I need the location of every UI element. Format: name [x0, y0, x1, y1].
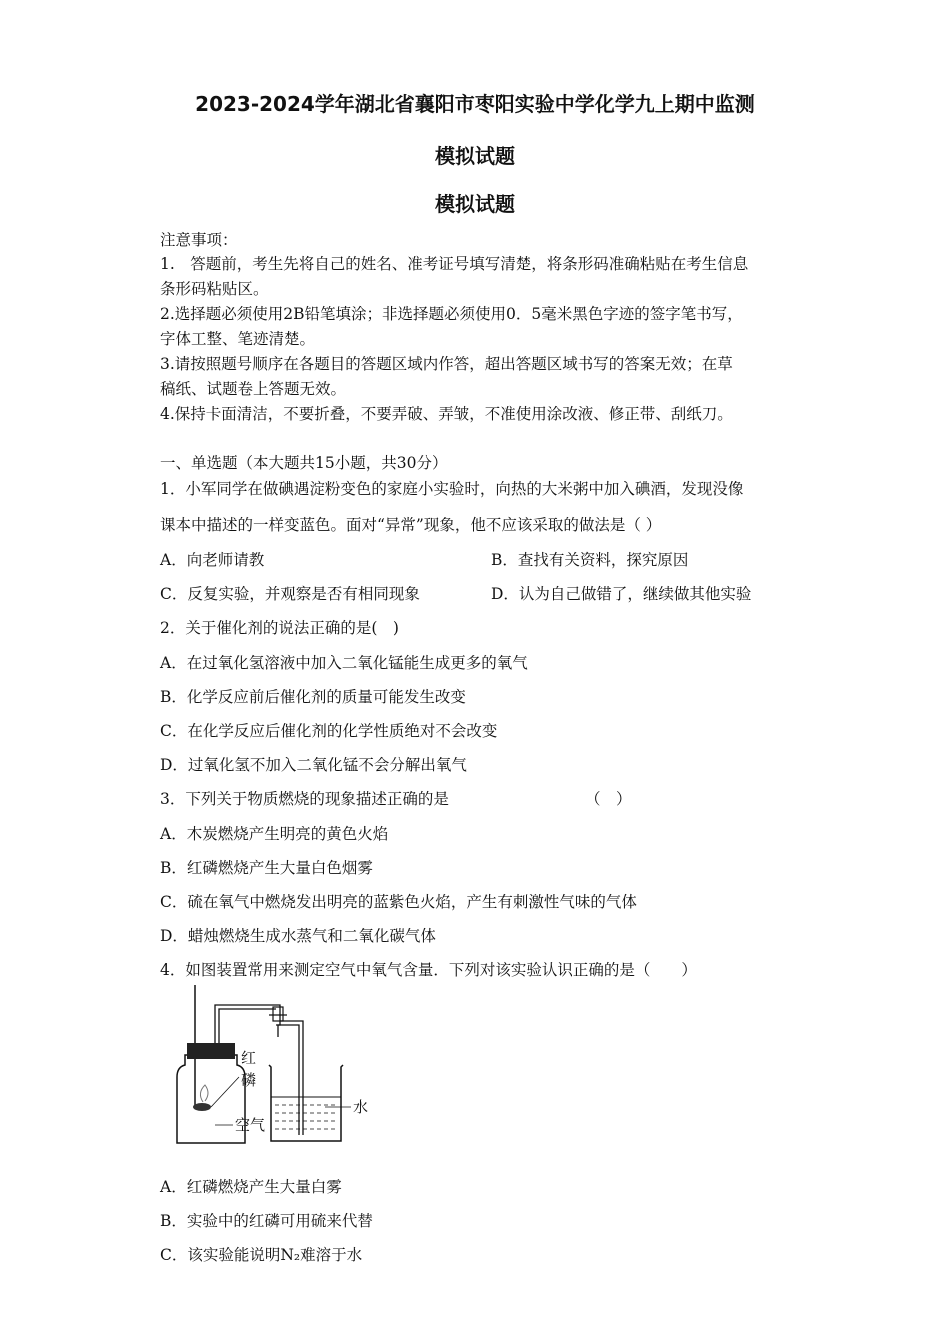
figure-label-phosphorus-2: 磷: [241, 1071, 257, 1089]
question-2-option-c: C．在化学反应后催化剂的化学性质绝对不会改变: [160, 722, 498, 740]
question-1-option-b: B．查找有关资料，探究原因: [491, 551, 689, 569]
notice-item: 3.请按照题号顺序在各题目的答题区域内作答，超出答题区域书写的答案无效；在草: [160, 355, 733, 373]
connecting-tube: [215, 1005, 280, 1043]
notice-item: 2.选择题必须使用2B铅笔填涂；非选择题必须使用0．5毫米黑色字迹的签字笔书写，: [160, 305, 743, 323]
question-3-option-a: A．木炭燃烧产生明亮的黄色火焰: [160, 825, 389, 843]
doc-title-line2: 模拟试题: [435, 144, 515, 168]
rubber-stopper: [187, 1043, 235, 1059]
oxygen-measurement-apparatus-figure: [155, 985, 385, 1150]
question-1-option-a: A．向老师请教: [160, 551, 265, 569]
question-4-option-c: C．该实验能说明N₂难溶于水: [160, 1246, 363, 1264]
combustion-spoon: [193, 1103, 211, 1111]
question-2-stem: 2．关于催化剂的说法正确的是( ): [160, 619, 399, 637]
beaker: [269, 1065, 343, 1141]
figure-label-air: 空气: [235, 1116, 266, 1134]
question-1-stem: 1．小军同学在做碘遇淀粉变色的家庭小实验时，向热的大米粥中加入碘酒，发现没像: [160, 480, 744, 498]
notice-item: 条形码粘贴区。: [160, 280, 269, 298]
notice-item: 1. 答题前，考生先将自己的姓名、准考证号填写清楚，将条形码准确粘贴在考生信息: [160, 255, 749, 273]
question-3-option-c: C．硫在氧气中燃烧发出明亮的蓝紫色火焰，产生有刺激性气味的气体: [160, 893, 637, 911]
question-4-option-a: A．红磷燃烧产生大量白雾: [160, 1178, 342, 1196]
notice-heading: 注意事项：: [160, 231, 238, 249]
doc-title-line3: 模拟试题: [435, 192, 515, 216]
question-2-option-b: B．化学反应前后催化剂的质量可能发生改变: [160, 688, 466, 706]
question-3-option-d: D．蜡烛燃烧生成水蒸气和二氧化碳气体: [160, 927, 436, 945]
question-1-option-d: D．认为自己做错了，继续做其他实验: [491, 585, 752, 603]
notice-item: 稿纸、试题卷上答题无效。: [160, 380, 347, 398]
question-3-option-b: B．红磷燃烧产生大量白色烟雾: [160, 859, 373, 877]
notice-item: 字体工整、笔迹清楚。: [160, 330, 316, 348]
question-1-option-c: C．反复实验，并观察是否有相同现象: [160, 585, 420, 603]
doc-title-line1: 2023-2024学年湖北省襄阳市枣阳实验中学化学九上期中监测: [195, 92, 755, 116]
question-3-stem: 3．下列关于物质燃烧的现象描述正确的是: [160, 790, 449, 808]
question-2-option-d: D．过氧化氢不加入二氧化锰不会分解出氧气: [160, 756, 467, 774]
notice-item: 4.保持卡面清洁，不要折叠，不要弄破、弄皱，不准使用涂改液、修正带、刮纸刀。: [160, 405, 733, 423]
question-2-option-a: A．在过氧化氢溶液中加入二氧化锰能生成更多的氧气: [160, 654, 528, 672]
question-1-stem-cont: 课本中描述的一样变蓝色。面对“异常”现象，他不应该采取的做法是（ ）: [160, 516, 662, 534]
flame: [200, 1085, 208, 1102]
figure-label-phosphorus-1: 红: [241, 1049, 257, 1067]
section-heading: 一、单选题（本大题共15小题，共30分）: [160, 454, 448, 472]
figure-label-water: 水: [353, 1098, 369, 1116]
question-4-stem: 4．如图装置常用来测定空气中氧气含量．下列对该实验认识正确的是（ ）: [160, 961, 697, 979]
question-4-option-b: B．实验中的红磷可用硫来代替: [160, 1212, 373, 1230]
question-3-answer-blank: （ ）: [585, 790, 632, 808]
